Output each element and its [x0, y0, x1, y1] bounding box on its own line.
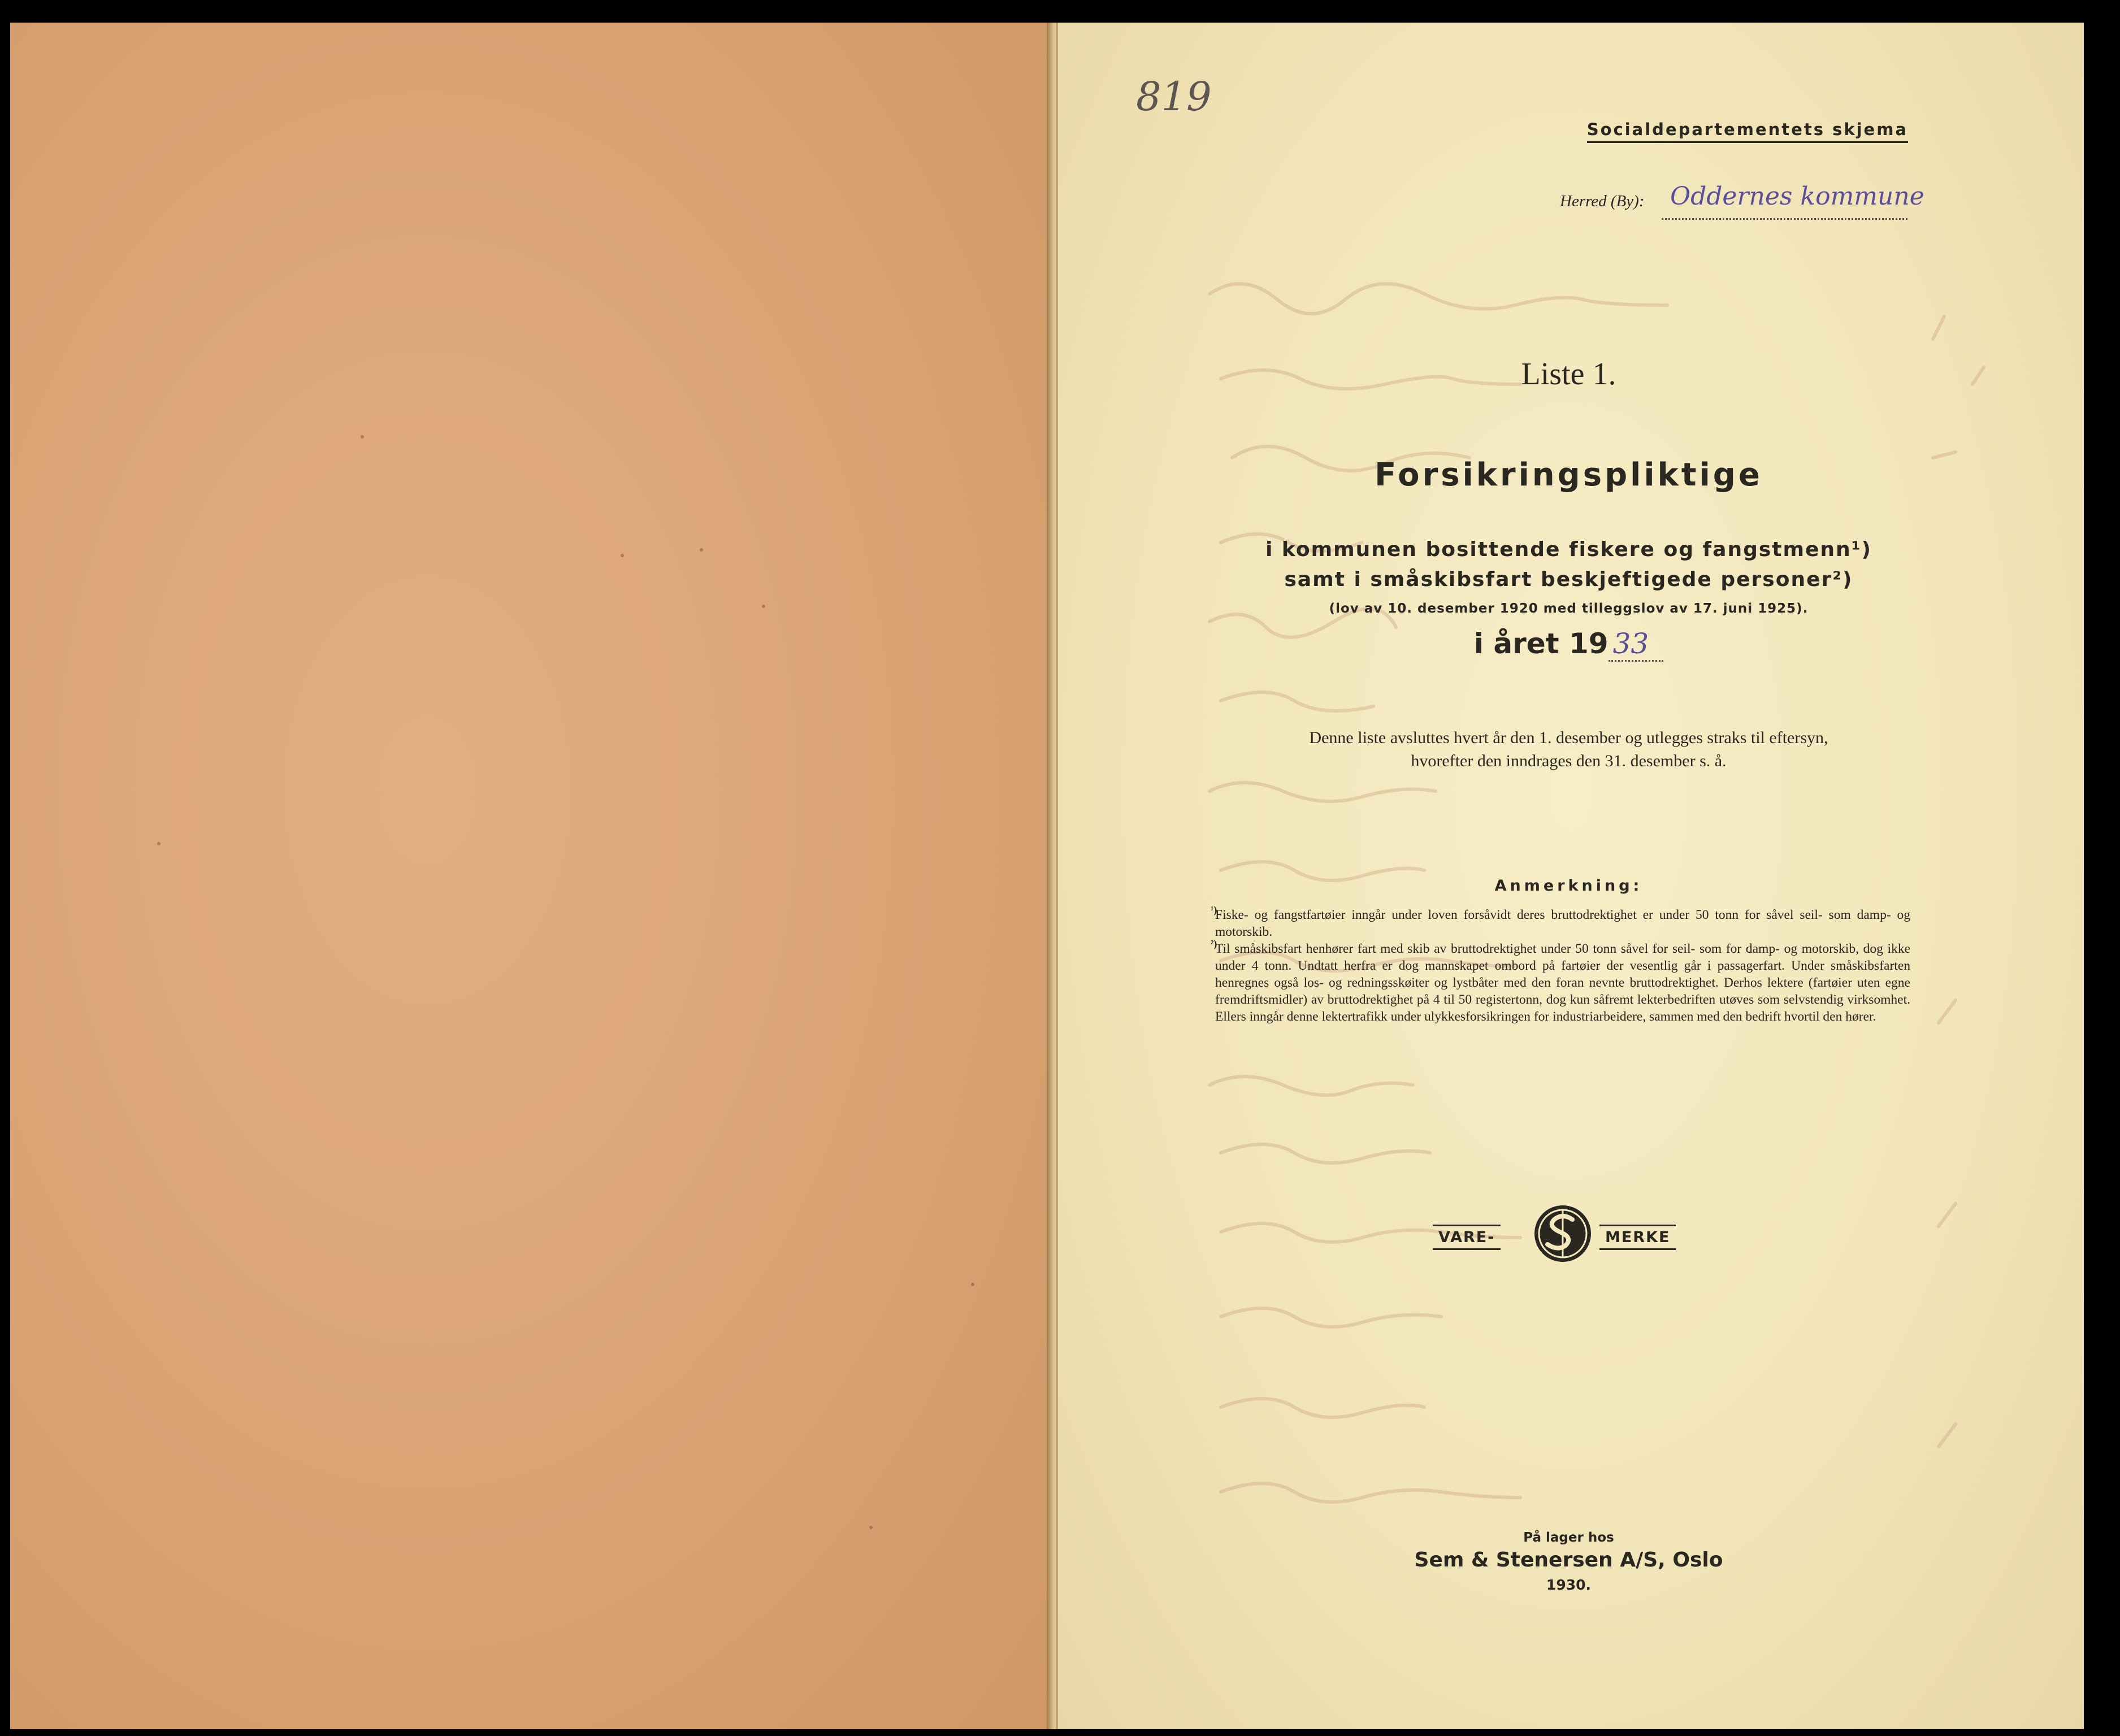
schema-title: Socialdepartementets skjema [1587, 120, 1908, 143]
note-2-mark: ²) [1211, 938, 1217, 949]
paper-speck [762, 605, 765, 608]
note-2-text: Til småskibsfart henhører fart med skib av bruttodrektighet under 50 tonn såvel for seil- som for damp- og motorskib, dog ikke under 4 tonn. Undtatt herfra er dog mannskapet ombord på fartøier der vesentlig går i passagerfart. Under småskibsfarten henregnes også los- og redningsskøiter og lystbåter med den foran nevnte bruttodrektighet. Derhos lektere (fartøier uten egne fremdriftsmidler) av bruttodrektighet på 4 til 50 registertonn, dog kun såfremt lekterbedriften utøves som selvstendig virksomhet. Ellers inngår denne lektertrafikk under ulykkesforsikringen for industriarbeidere, sammen med den bedrift hvortil den hører. [1215, 941, 1910, 1024]
paper-speck [869, 1526, 873, 1529]
subtitle-line-1: i kommunen bosittende fiskere og fangstmenn¹) [1265, 538, 1872, 561]
paper-speck [700, 548, 703, 552]
year-prefix: i året 19 [1473, 627, 1609, 660]
year-handwritten: 33 [1609, 627, 1664, 662]
notice-line-1: Denne liste avsluttes hvert år den 1. desember og utlegges straks til eftersyn, [1309, 728, 1828, 747]
year-line [1056, 627, 2082, 660]
publisher-name: Sem & Stenersen A/S, Oslo [1414, 1548, 1723, 1572]
note-1-mark: ¹) [1211, 904, 1217, 915]
herred-label: Herred (By): [1560, 192, 1645, 210]
herred-fill-line [1662, 218, 1907, 220]
archive-pencil-number: 819 [1136, 73, 1212, 120]
paper-speck [157, 842, 161, 845]
law-reference: (lov av 10. desember 1920 med tilleggslov av 17. juni 1925). [1329, 601, 1809, 616]
ss-monogram-logo-icon [1532, 1203, 1594, 1265]
herred-value: Oddernes kommune [1670, 182, 1924, 211]
main-title: Forsikringspliktige [1375, 457, 1763, 493]
subtitle-line-2: samt i småskibsfart beskjeftigede personer²) [1284, 568, 1853, 591]
cover-page-left [10, 23, 1055, 1729]
paper-speck [621, 554, 624, 557]
paper-speck [361, 435, 364, 439]
trademark-word-right: MERKE [1599, 1225, 1676, 1250]
list-number: Liste 1. [1521, 357, 1616, 392]
publisher-year: 1930. [1546, 1577, 1592, 1593]
publisher-lager-label: På lager hos [1523, 1530, 1614, 1545]
trademark-word-left: VARE- [1433, 1225, 1501, 1250]
notice-line-2: hvorefter den inndrages den 31. desember s. å. [1411, 752, 1727, 770]
anmerkning-heading: Anmerkning: [1494, 877, 1643, 895]
paper-speck [971, 1283, 974, 1286]
notice-text [1056, 726, 2082, 772]
note-1-text: Fiske- og fangstfartøier inngår under loven forsåvidt deres bruttodrektighet er under 50 tonn for såvel seil- som damp- og motorskib. [1215, 908, 1910, 939]
